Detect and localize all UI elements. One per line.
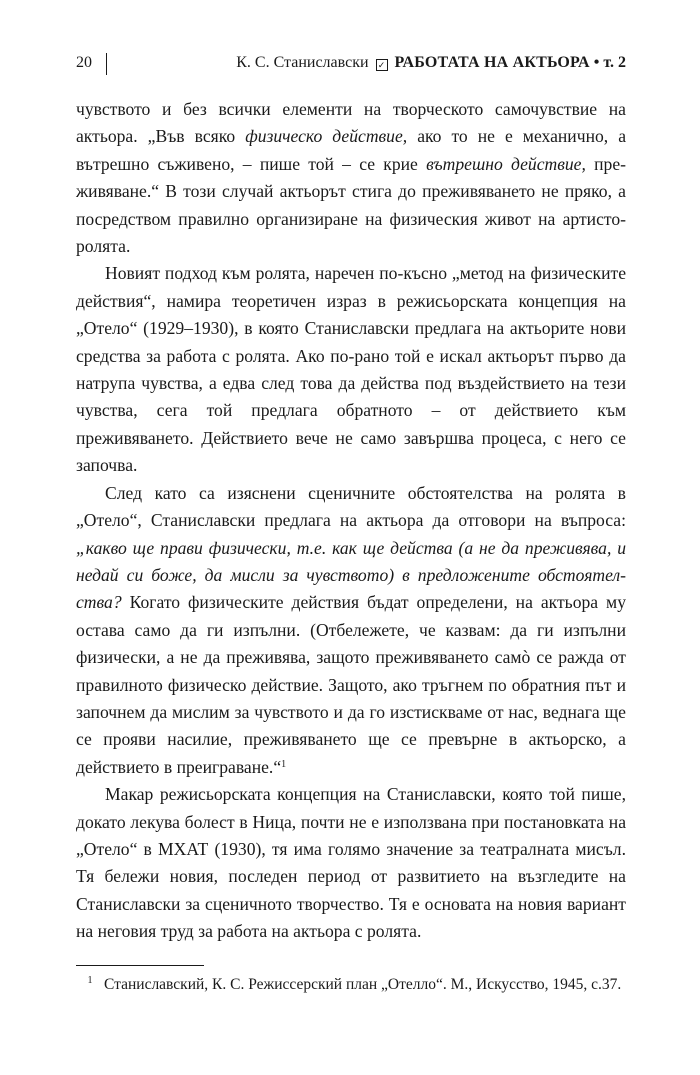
paragraph-text: ако то не е механично, а вътрешно съживено, – пише той – се крие <box>76 126 627 174</box>
header-book-title: РАБОТАТА НА АКТЬОРА <box>394 54 590 71</box>
paragraph-text: чувството и без всички елементи на творческото самочувствие на актьора. „Във всяко <box>76 99 626 147</box>
paragraph-2 <box>76 260 626 479</box>
footnote-reference[interactable]: 1 <box>281 758 287 770</box>
page-number: 20 <box>76 54 92 71</box>
running-header <box>76 50 626 76</box>
header-author: К. С. Станиславски <box>236 54 369 71</box>
paragraph-4 <box>76 781 626 945</box>
running-head-title <box>236 50 626 76</box>
paragraph-text: преживяване.“ В този случай актьорът стига до преживяването не пряко, а посредством правилно организиране на физическия живот на артисто-ролята. <box>76 153 626 257</box>
paragraph-text: Макар режисьорската концепция на Станиславски, която той пише, докато лекува болест в Ница, почти не е използвана при постановката на „Отело“ в МХАТ (1930), тя има голямо значение за театралната мисъл. Тя бележи новия, последен период от развитието на възгледите на Станиславски за сценичното творчество. Тя е основата на новия вариант на неговия труд за работа на актьора с ролята. <box>76 784 626 942</box>
paragraph-text: Новият подход към ролята, наречен по-късно „метод на физическите действия“, намира теоретичен израз в режисьорската концепция на „Отело“ (1929–1930), в която Станиславски предлага на актьорите нови средства за работа с ролята. Ако по-рано той е искал актьорът първо да натрупа чувства, а едва след това да действа под въздействието на тези чувства, сега той предлага обратното – от действието към преживяването. Действието вече не само завършва процеса, с него се започва. <box>76 263 626 476</box>
italic-quote: „какво ще прави физически, т.е. как ще действа (а не да преживява, и недай си боже, да мисли за чувството) в предложените обстоятелства? <box>76 537 626 613</box>
paragraph-1 <box>76 96 626 260</box>
checkbox-icon: ✓ <box>376 59 388 71</box>
header-divider <box>106 53 107 75</box>
main-text <box>76 96 626 946</box>
italic-phrase: вътрешно действие, <box>426 153 586 174</box>
footnote-text: Станиславский, К. С. Режиссерский план „Отелло“. М., Искусство, 1945, с.37. <box>104 976 622 993</box>
paragraph-3 <box>76 480 626 781</box>
paragraph-text: Когато физическите действия бъдат определени, на актьора му остава само да ги изпълни. (Отбележете, че казвам: да ги изпълни физически, а не да преживява, защото преживяването самò се ражда от правилното физическо действие. Защото, ако тръгнем по обратния път и започнем да мислим за чувството и да го изстискваме от нас, веднага ще се прояви насилие, преживяването ще се превърне в актьорско, а действието в преиграване.“ <box>76 592 626 777</box>
paragraph-text: След като са изяснени сценичните обстоятелства на ролята в „Отело“, Станиславски предлага на актьора да отговори на въпроса: <box>76 482 626 531</box>
footnote: 1 Станиславский, К. С. Режиссерский план „Отелло“. М., Искусство, 1945, с.37. <box>87 975 622 993</box>
italic-phrase: физическо действие, <box>245 126 408 147</box>
header-volume: • т. 2 <box>593 54 626 71</box>
footnote-divider <box>76 965 204 966</box>
